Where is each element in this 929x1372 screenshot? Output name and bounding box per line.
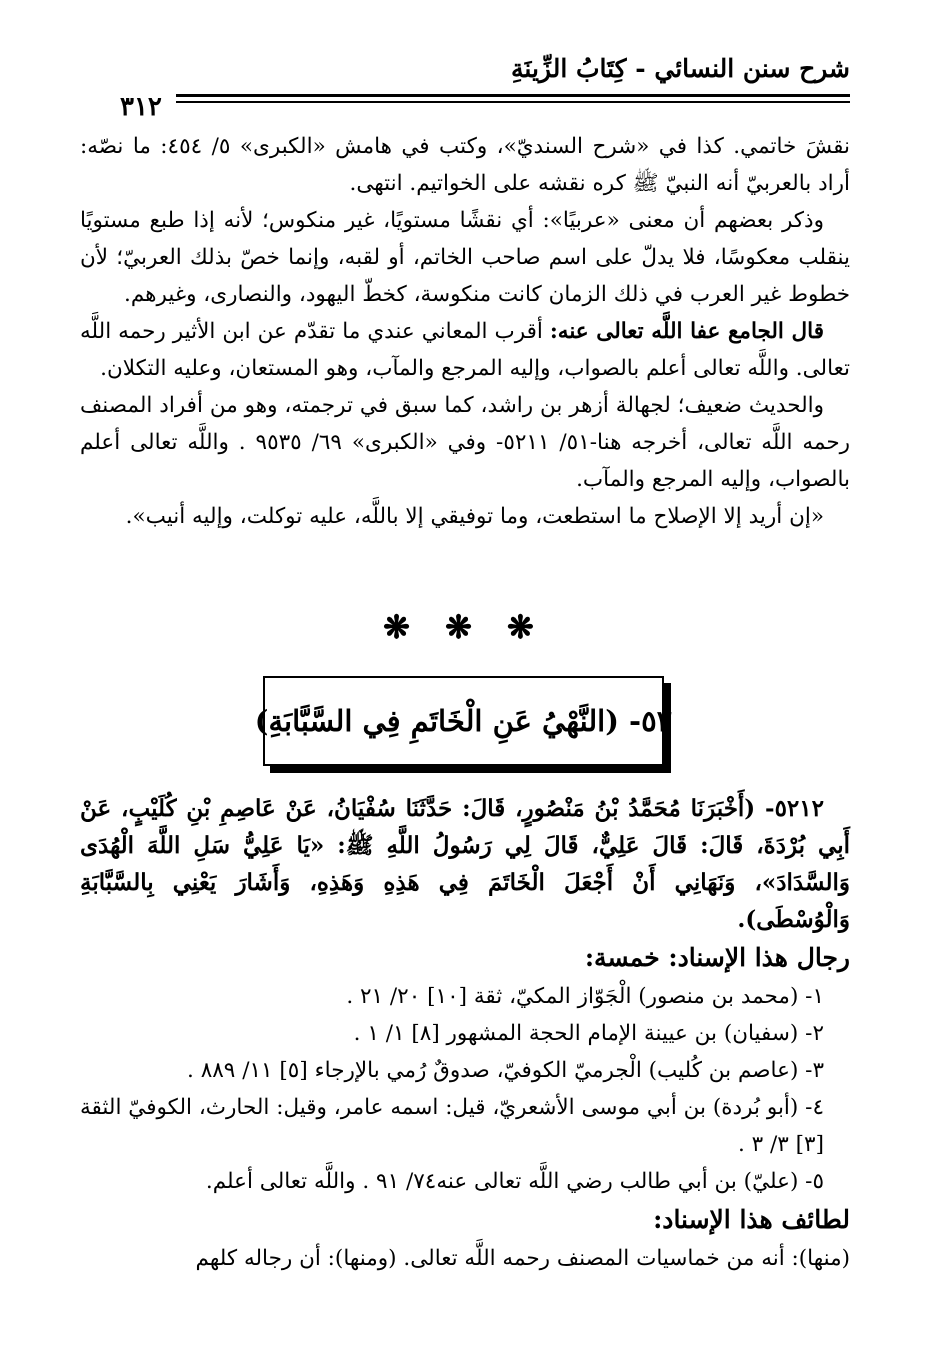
narrators-heading: رجال هذا الإسناد: خمسة: — [584, 943, 850, 972]
intro-paragraph-3 — [80, 313, 850, 387]
main-section — [80, 790, 850, 1277]
narrator-item: ١- (محمد بن منصور) الْجَوّاز المكيّ، ثقة [١٠] ٢٠/ ٢١ . — [346, 984, 824, 1009]
header-rule-thin — [80, 101, 850, 103]
narrators-list — [80, 978, 850, 1200]
intro-paragraph-1: نقشَ خاتمي. كذا في «شرح السنديّ»، وكتب في هامش «الكبرى» ٥/ ٤٥٤: ما نصّه: أراد بالعربيّ أنه النبيّ ﷺ كره نقشه على الخواتيم. انتهى. — [80, 134, 850, 196]
intro-paragraph-5: «إن أريد إلا الإصلاح ما استطعت، وما توفيقي إلا باللَّه، عليه توكلت، وإليه أنيب». — [125, 504, 824, 529]
compiler-remark-label: قال الجامع عفا اللَّه تعالى عنه: — [549, 319, 824, 344]
compiler-remark-text: أقرب المعاني عندي ما تقدّم عن ابن الأثير رحمه اللَّه تعالى. واللَّه تعالى أعلم بالصواب، وإليه المرجع والمآب، وهو المستعان، وعليه التكلان. — [80, 319, 850, 381]
page-header — [80, 48, 850, 122]
intro-paragraph-4: والحديث ضعيف؛ لجهالة أزهر بن راشد، كما سبق في ترجمته، وهو من أفراد المصنف رحمه اللَّه تعالى، أخرجه هنا-٥١/ ٥٢١١- وفي «الكبرى» ٦٩/ ٩٥٣٥ . واللَّه تعالى أعلم بالصواب، وإليه المرجع والمآب. — [80, 393, 850, 492]
intro-section — [80, 128, 850, 535]
intro-paragraph-2: وذكر بعضهم أن معنى «عربيًا»: أي نقشًا مستويًا، غير منكوس؛ لأنه إذا طبع مستويًا ينقلب معكوسًا، فلا يدلّ على اسم صاحب الخاتم، أو لقبه، وإنما خصّ بذلك العربيّ؛ لأن خطوط غير العرب في ذلك الزمان كانت منكوسة، كخطّ اليهود، والنصارى، وغيرهم. — [80, 208, 850, 307]
narrator-item: ٥- (عليّ) بن أبي طالب رضي اللَّه تعالى عنه٧٤/ ٩١ . واللَّه تعالى أعلم. — [205, 1169, 824, 1194]
section-separator: ❋ ❋ ❋ — [383, 608, 546, 646]
subtleties-heading: لطائف هذا الإسناد: — [653, 1205, 850, 1234]
narrator-item: ٣- (عاصم بن كُليب) الْجرميّ الكوفيّ، صدوقٌ رُمي بالإرجاء [٥] ١١/ ٨٨٩ . — [187, 1058, 824, 1083]
subtleties-text: (منها): أنه من خماسيات المصنف رحمه اللَّه تعالى. (ومنها): أن رجاله كلهم — [195, 1246, 850, 1271]
hadith-text: ٥٢١٢- (أَخْبَرَنَا مُحَمَّدُ بْنُ مَنْصُورٍ، قَالَ: حَدَّثَنَا سُفْيَانُ، عَنْ عَاصِمِ بْنِ كُلَيْبٍ، عَنْ أَبِي بُرْدَةَ، قَالَ: قَالَ عَلِيٌّ، قَالَ لِي رَسُولُ اللَّهِ ﷺ: «يَا عَلِيُّ سَلِ اللَّهَ الْهُدَى وَالسَّدَادَ»، وَنَهَانِي أَنْ أَجْعَلَ الْخَاتَمَ فِي هَذِهِ وَهَذِهِ، وَأَشَارَ يَعْنِي بِالسَّبَّابَةِ وَالْوُسْطَى). — [80, 795, 850, 933]
chapter-title-box — [254, 676, 673, 766]
chapter-title: ٥٢- (النَّهْيُ عَنِ الْخَاتَمِ فِي السَّبَّابَةِ) — [254, 704, 673, 738]
narrator-item: ٢- (سفيان) بن عيينة الإمام الحجة المشهور [٨] ١/ ١ . — [353, 1021, 824, 1046]
narrator-item: ٤- (أبو بُردة) بن أبي موسى الأشعريّ، قيل: اسمه عامر، وقيل: الحارث، الكوفيّ الثقة [٣] ٣/ ٣ . — [80, 1095, 824, 1157]
header-rule — [80, 94, 850, 97]
page-number: ٣١٢ — [80, 92, 176, 122]
running-title: شرح سنن النسائي - كِتَابُ الزِّينَةِ — [511, 54, 850, 83]
